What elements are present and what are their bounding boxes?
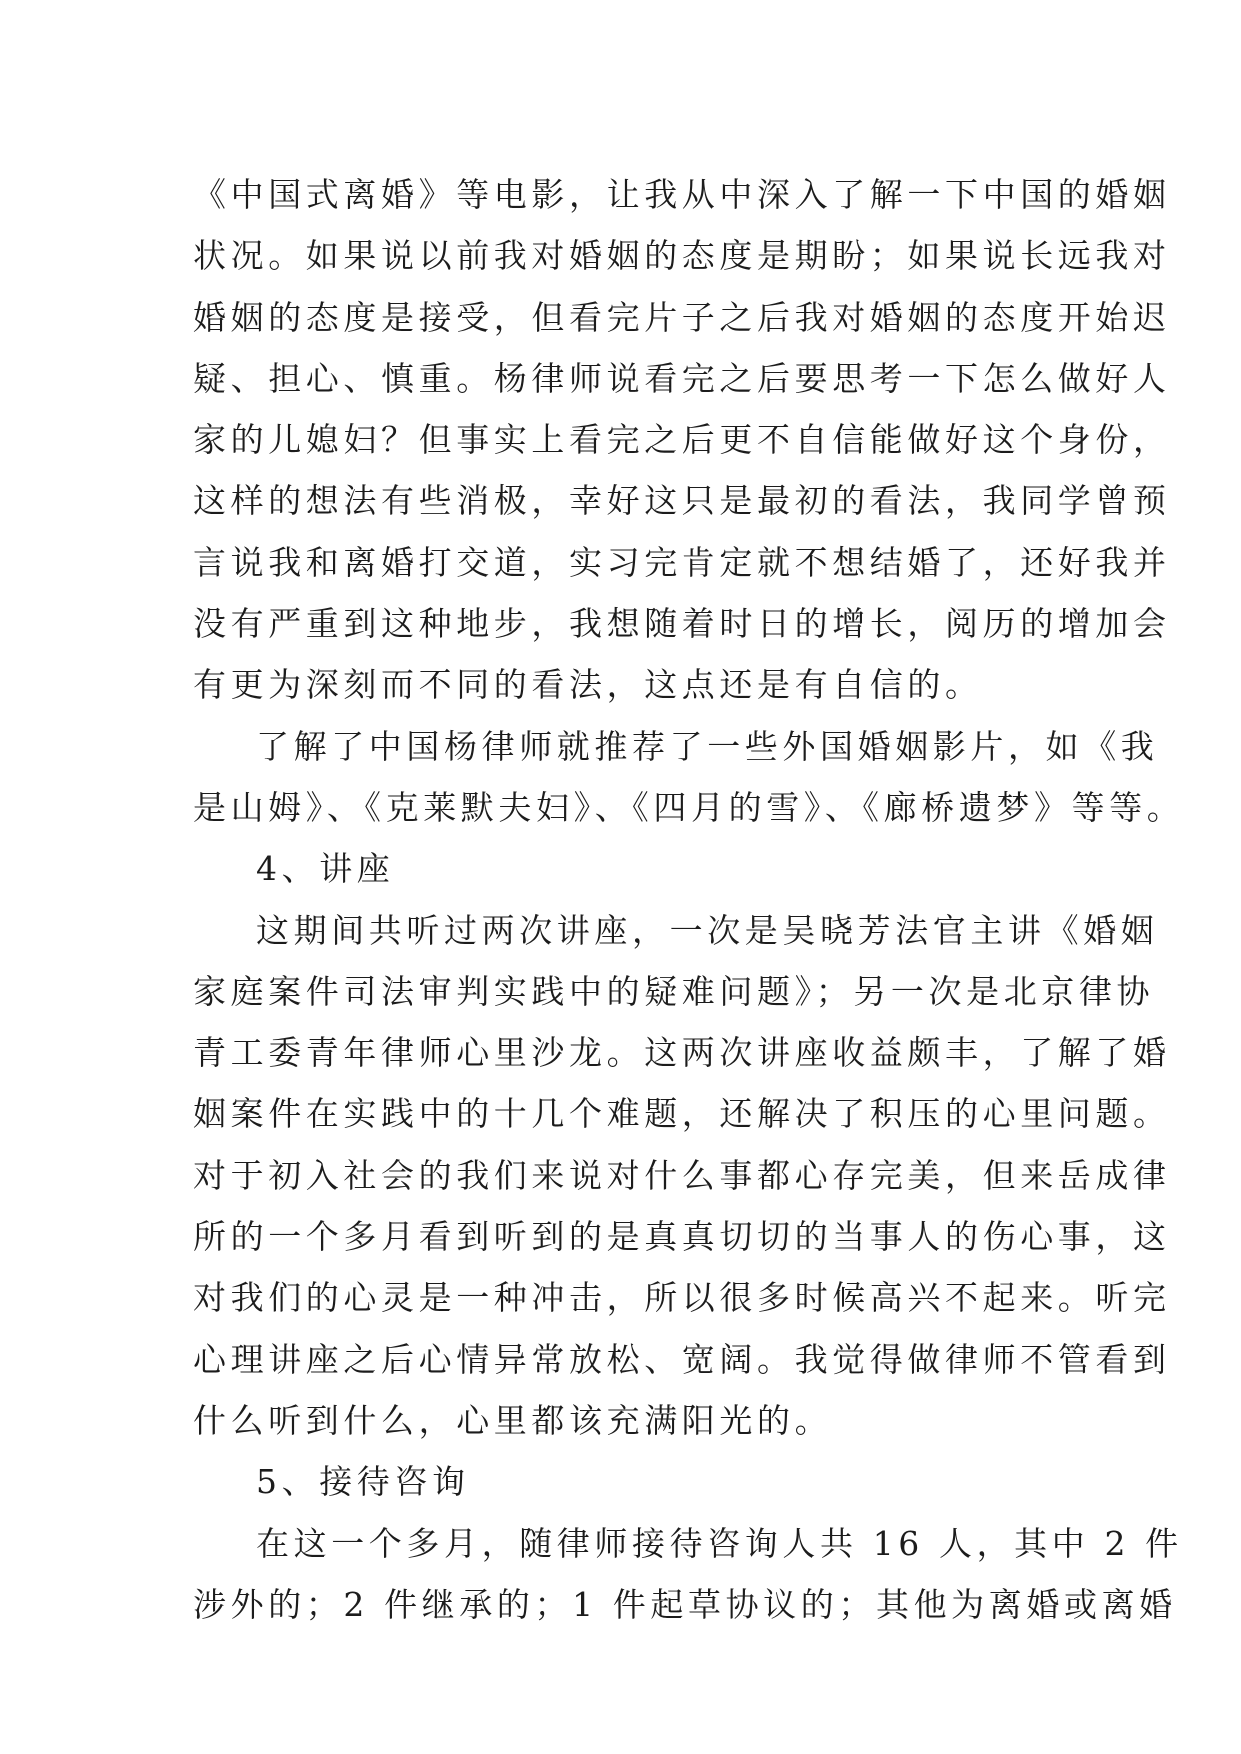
- text-line: 青工委青年律师心里沙龙。这两次讲座收益颇丰，了解了婚: [193, 1033, 1171, 1073]
- text-line: 涉外的；2 件继承的；1 件起草协议的；其他为离婚或离婚: [193, 1584, 1177, 1624]
- text-line: 有更为深刻而不同的看法，这点还是有自信的。: [193, 665, 983, 705]
- text-line: 对于初入社会的我们来说对什么事都心存完美，但来岳成律: [193, 1155, 1171, 1195]
- paragraph-first-line: 在这一个多月，随律师接待咨询人共 16 人，其中 2 件: [256, 1523, 1183, 1563]
- text-line: 婚姻的态度是接受，但看完片子之后我对婚姻的态度开始迟: [193, 297, 1171, 337]
- section-heading-lecture: 4、讲座: [256, 849, 395, 889]
- text-line: 家庭案件司法审判实践中的疑难问题》；另一次是北京律协: [193, 971, 1155, 1011]
- text-line: 什么听到什么，心里都该充满阳光的。: [193, 1400, 833, 1440]
- text-line: 这样的想法有些消极，幸好这只是最初的看法，我同学曾预: [193, 481, 1171, 521]
- text-line: 《中国式离婚》等电影，让我从中深入了解一下中国的婚姻: [193, 175, 1171, 214]
- text-line: 所的一个多月看到听到的是真真切切的当事人的伤心事，这: [193, 1217, 1171, 1257]
- text-line: 疑、担心、慎重。杨律师说看完之后要思考一下怎么做好人: [193, 358, 1171, 398]
- text-line: 言说我和离婚打交道，实习完肯定就不想结婚了，还好我并: [193, 542, 1171, 582]
- paragraph-first-line: 这期间共听过两次讲座，一次是吴晓芳法官主讲《婚姻: [256, 910, 1159, 950]
- text-line: 家的儿媳妇？但事实上看完之后更不自信能做好这个身份，: [193, 420, 1171, 460]
- paragraph-first-line: 了解了中国杨律师就推荐了一些外国婚姻影片，如《我: [256, 726, 1159, 766]
- document-body: [193, 164, 1185, 1635]
- section-heading-consultation: 5、接待咨询: [256, 1462, 470, 1502]
- text-line: 状况。如果说以前我对婚姻的态度是期盼；如果说长远我对: [193, 236, 1171, 276]
- text-line: 对我们的心灵是一种冲击，所以很多时候高兴不起来。听完: [193, 1278, 1171, 1318]
- text-line: 心理讲座之后心情异常放松、宽阔。我觉得做律师不管看到: [193, 1339, 1171, 1379]
- text-line: 姻案件在实践中的十几个难题，还解决了积压的心里问题。: [193, 1094, 1171, 1134]
- text-line: 没有严重到这种地步，我想随着时日的增长，阅历的增加会: [193, 604, 1171, 644]
- text-line: 是山姆》、《克莱默夫妇》、《四月的雪》、《廊桥遗梦》等等。: [193, 787, 1185, 827]
